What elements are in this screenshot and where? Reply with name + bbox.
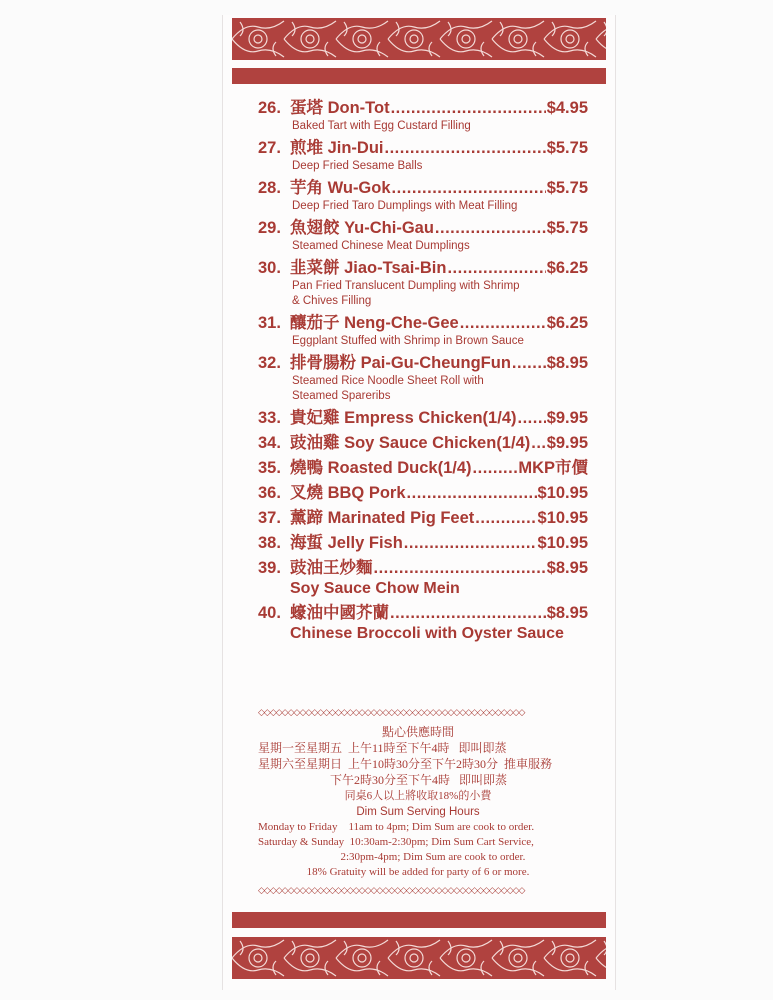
item-price: $9.95 <box>546 409 588 427</box>
hours-row-english: Monday to Friday 11am to 4pm; Dim Sum are cook to order. <box>258 821 535 833</box>
item-number: 32. <box>258 354 281 372</box>
item-description: Steamed Spareribs <box>292 390 391 402</box>
menu-item <box>258 558 588 599</box>
menu-item <box>258 458 588 479</box>
item-price: $5.75 <box>546 179 588 197</box>
bottom-ornament-band <box>232 937 606 979</box>
dim-sum-hours-box <box>258 708 578 894</box>
ornament-pattern-top <box>232 18 606 60</box>
item-name: 芋角 Wu-Gok <box>290 179 391 197</box>
item-description: Steamed Chinese Meat Dumplings <box>292 240 470 252</box>
hours-title-english: Dim Sum Serving Hours <box>356 806 480 818</box>
item-price: $8.95 <box>546 604 588 622</box>
menu-item-line <box>258 603 588 624</box>
item-description: Deep Fried Taro Dumplings with Meat Filling <box>292 200 518 212</box>
item-number: 31. <box>258 314 281 332</box>
dot-leader <box>531 433 545 454</box>
item-name: 叉燒 BBQ Pork <box>290 484 406 502</box>
dot-leader <box>390 603 546 624</box>
item-description: & Chives Filling <box>292 295 372 307</box>
menu-item <box>258 603 588 644</box>
menu-item-line <box>258 533 588 554</box>
item-number: 35. <box>258 459 281 477</box>
item-number: 27. <box>258 139 281 157</box>
item-name: 海蜇 Jelly Fish <box>290 534 403 552</box>
hours-row-chinese: 星期六至星期日 上午10時30分至下午2時30分 推車服務 <box>258 757 553 771</box>
dot-leader <box>374 558 546 579</box>
dot-leader <box>460 313 546 334</box>
menu-item <box>258 313 588 349</box>
item-price: $8.95 <box>546 354 588 372</box>
diamond-border-bottom: ◇◇◇◇◇◇◇◇◇◇◇◇◇◇◇◇◇◇◇◇◇◇◇◇◇◇◇◇◇◇◇◇◇◇◇◇◇◇◇◇◇◇◇◇◇ <box>258 886 525 894</box>
hours-row-chinese: 下午2時30分至下午4時 即叫即蒸 <box>258 773 508 787</box>
dot-leader <box>391 98 546 119</box>
gratuity-note-english: 18% Gratuity will be added for party of 6 or more. <box>306 866 530 878</box>
item-name: 蛋塔 Don-Tot <box>290 99 390 117</box>
dot-leader <box>475 508 536 529</box>
dot-leader <box>407 483 537 504</box>
item-price: $4.95 <box>546 99 588 117</box>
menu-item <box>258 138 588 174</box>
item-name: 釀茄子 Neng-Che-Gee <box>290 314 459 332</box>
item-name: 豉油雞 Soy Sauce Chicken(1/4) <box>290 434 531 452</box>
menu-item <box>258 218 588 254</box>
menu-item-line <box>258 178 588 199</box>
item-description: Baked Tart with Egg Custard Filling <box>292 120 471 132</box>
item-name: 魚翅餃 Yu-Chi-Gau <box>290 219 434 237</box>
dot-leader <box>512 353 546 374</box>
item-name: 薰蹄 Marinated Pig Feet <box>290 509 475 527</box>
dot-leader <box>404 533 537 554</box>
item-number: 33. <box>258 409 281 427</box>
item-price: $10.95 <box>537 534 588 552</box>
menu-item <box>258 433 588 454</box>
hours-title-chinese: 點心供應時間 <box>381 725 454 739</box>
item-name: 豉油王炒麵 <box>290 559 373 577</box>
item-price: $5.75 <box>546 139 588 157</box>
menu-item-line <box>258 558 588 579</box>
item-number: 28. <box>258 179 281 197</box>
menu-item-line <box>258 313 588 334</box>
dot-leader <box>447 258 545 279</box>
menu-item <box>258 353 588 404</box>
gratuity-note-chinese: 同桌6人以上將收取18%的小費 <box>344 790 492 802</box>
item-name: 貴妃雞 Empress Chicken(1/4) <box>290 409 517 427</box>
menu-item <box>258 98 588 134</box>
item-description: Pan Fried Translucent Dumpling with Shrimp <box>292 280 520 292</box>
hours-row-english: 2:30pm-4pm; Dim Sum are cook to order. <box>258 851 526 863</box>
item-price: $10.95 <box>537 484 588 502</box>
item-number: 38. <box>258 534 281 552</box>
top-ornament-band <box>232 18 606 60</box>
menu-item <box>258 408 588 429</box>
item-number: 37. <box>258 509 281 527</box>
item-number: 30. <box>258 259 281 277</box>
item-number: 34. <box>258 434 281 452</box>
hours-row-chinese: 星期一至星期五 上午11時至下午4時 即叫即蒸 <box>258 741 507 755</box>
dot-leader <box>385 138 546 159</box>
item-price: $9.95 <box>546 434 588 452</box>
item-name: 蠔油中國芥蘭 <box>290 604 389 622</box>
item-number: 29. <box>258 219 281 237</box>
item-number: 36. <box>258 484 281 502</box>
dot-leader <box>473 458 518 479</box>
item-name: 排骨腸粉 Pai-Gu-CheungFun <box>290 354 511 372</box>
top-divider-bar <box>232 68 606 84</box>
item-price: $5.75 <box>546 219 588 237</box>
menu-item-line <box>258 138 588 159</box>
menu-item-line <box>258 258 588 279</box>
item-description: Eggplant Stuffed with Shrimp in Brown Sauce <box>292 335 524 347</box>
dot-leader <box>518 408 546 429</box>
ornament-pattern-bottom <box>232 937 606 979</box>
menu-item-line <box>258 433 588 454</box>
item-price: $8.95 <box>546 559 588 577</box>
menu-list <box>258 98 588 648</box>
item-english-name: Soy Sauce Chow Mein <box>290 580 460 597</box>
menu-item <box>258 483 588 504</box>
item-price: $10.95 <box>537 509 588 527</box>
menu-item <box>258 533 588 554</box>
diamond-border-top: ◇◇◇◇◇◇◇◇◇◇◇◇◇◇◇◇◇◇◇◇◇◇◇◇◇◇◇◇◇◇◇◇◇◇◇◇◇◇◇◇◇◇◇◇◇ <box>258 708 525 716</box>
bottom-divider-bar <box>232 912 606 928</box>
menu-item <box>258 258 588 309</box>
item-name: 煎堆 Jin-Dui <box>290 139 384 157</box>
item-english-name: Chinese Broccoli with Oyster Sauce <box>290 625 564 642</box>
hours-row-english: Saturday & Sunday 10:30am-2:30pm; Dim Sum Cart Service, <box>258 836 534 848</box>
menu-item-line <box>258 408 588 429</box>
item-number: 40. <box>258 604 281 622</box>
menu-item-line <box>258 98 588 119</box>
item-description: Deep Fried Sesame Balls <box>292 160 423 172</box>
menu-item <box>258 508 588 529</box>
item-price: $6.25 <box>546 314 588 332</box>
menu-item <box>258 178 588 214</box>
item-name: 韭菜餅 Jiao-Tsai-Bin <box>290 259 447 277</box>
menu-item-line <box>258 508 588 529</box>
menu-item-line <box>258 483 588 504</box>
menu-item-line <box>258 458 588 479</box>
dot-leader <box>392 178 546 199</box>
item-name: 燒鴨 Roasted Duck(1/4) <box>290 459 472 477</box>
item-description: Steamed Rice Noodle Sheet Roll with <box>292 375 484 387</box>
item-price: MKP市價 <box>518 459 588 477</box>
menu-item-line <box>258 353 588 374</box>
item-price: $6.25 <box>546 259 588 277</box>
menu-item-line <box>258 218 588 239</box>
item-number: 26. <box>258 99 281 117</box>
item-number: 39. <box>258 559 281 577</box>
dot-leader <box>435 218 546 239</box>
